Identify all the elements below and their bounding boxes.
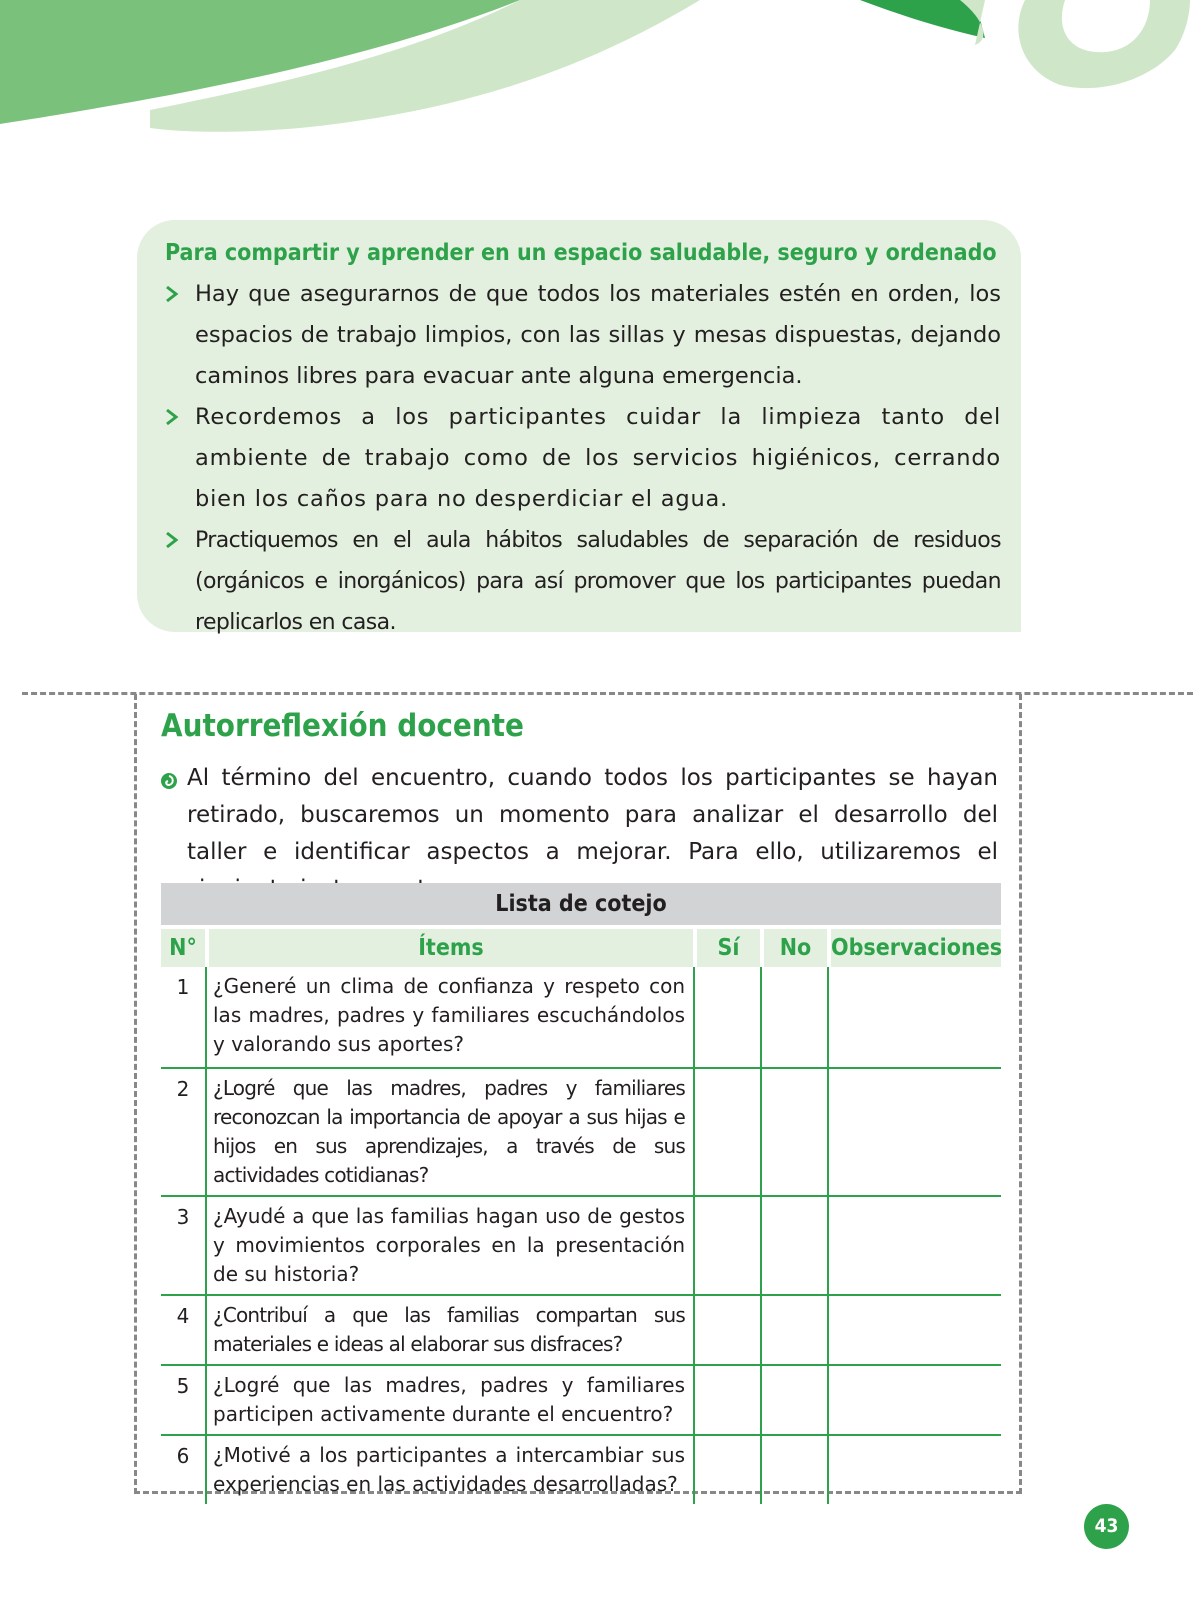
- observations-cell: [827, 1067, 1001, 1195]
- observations-cell: [827, 1294, 1001, 1364]
- observations-cell: [827, 1195, 1001, 1294]
- header-observations: Observaciones: [827, 929, 1001, 967]
- row-item: ¿Ayudé a que las familias hagan uso de gestos y movimientos corporales en la presentación de su historia?: [205, 1195, 693, 1294]
- table-row: [161, 1434, 1001, 1504]
- yes-cell: [693, 1294, 760, 1364]
- observations-cell: [827, 1364, 1001, 1434]
- page-number: 43: [1084, 1504, 1129, 1549]
- chevron-right-icon: [165, 408, 179, 426]
- intro-text: Al término del encuentro, cuando todos los participantes se hayan retirado, buscaremos un momento para analizar el desarrollo del taller e identificar aspectos a mejorar. Para ello, utilizaremos el: [187, 765, 998, 865]
- tip-item: [165, 397, 1001, 520]
- row-number: 4: [161, 1294, 205, 1364]
- header-wave-decoration: [0, 0, 1193, 140]
- tip-text: Hay que asegurarnos de que todos los materiales estén en orden, los espacios de trabajo limpios, con las sillas y mesas dispuestas, dejando caminos libres para evacuar ante alguna emergencia.: [195, 281, 1001, 389]
- yes-cell: [693, 967, 760, 1067]
- yes-cell: [693, 1067, 760, 1195]
- header-yes: Sí: [693, 929, 760, 967]
- row-item: ¿Logré que las madres, padres y familiares reconozcan la importancia de apoyar a sus hijas e hijos en sus aprendizajes, a través de sus actividades cotidianas?: [205, 1067, 693, 1195]
- no-cell: [760, 1434, 827, 1504]
- no-cell: [760, 967, 827, 1067]
- no-cell: [760, 1067, 827, 1195]
- checklist-table: [161, 929, 1001, 1504]
- tip-text: Practiquemos en el aula hábitos saludables de separación de residuos (orgánicos e inorgánicos) para así promover que los participantes puedan replicarlos en casa.: [195, 528, 1001, 635]
- header-number: N°: [161, 929, 205, 967]
- observations-cell: [827, 967, 1001, 1067]
- observations-cell: [827, 1434, 1001, 1504]
- leaf-bullet-icon: [160, 772, 178, 790]
- row-item: ¿Logré que las madres, padres y familiares participen activamente durante el encuentro?: [205, 1364, 693, 1434]
- row-number: 3: [161, 1195, 205, 1294]
- section-title: Autorreflexión docente: [161, 708, 524, 744]
- chevron-right-icon: [165, 531, 179, 549]
- no-cell: [760, 1364, 827, 1434]
- row-number: 1: [176, 975, 190, 999]
- row-number: 6: [161, 1434, 205, 1504]
- row-number: 5: [161, 1364, 205, 1434]
- table-row: [161, 967, 1001, 1067]
- table-row: [161, 1364, 1001, 1434]
- tip-text: Recordemos a los participantes cuidar la limpieza tanto del ambiente de trabajo como de los servicios higiénicos, cerrando bien los caños para no desperdiciar el agua.: [195, 404, 1001, 512]
- row-item: ¿Generé un clima de confianza y respeto con las madres, padres y familiares escuchándolos y valorando sus aportes?: [205, 967, 693, 1067]
- checklist: [161, 883, 1001, 1504]
- tips-box: [137, 220, 1021, 635]
- table-row: [161, 1195, 1001, 1294]
- tip-item: [165, 520, 1001, 643]
- row-number: 2: [161, 1067, 205, 1195]
- yes-cell: [693, 1364, 760, 1434]
- row-item: ¿Motivé a los participantes a intercambiar sus experiencias en las actividades desarrolladas?: [205, 1434, 693, 1504]
- no-cell: [760, 1195, 827, 1294]
- header-no: No: [760, 929, 827, 967]
- header-items: Ítems: [205, 929, 693, 967]
- yes-cell: [693, 1434, 760, 1504]
- tip-item: [165, 274, 1001, 397]
- yes-cell: [693, 1195, 760, 1294]
- row-item: ¿Contribuí a que las familias compartan sus materiales e ideas al elaborar sus disfraces?: [205, 1294, 693, 1364]
- table-row: [161, 1067, 1001, 1195]
- checklist-title: Lista de cotejo: [161, 883, 1001, 925]
- tips-title: Para compartir y aprender en un espacio saludable, seguro y ordenado: [165, 240, 997, 266]
- no-cell: [760, 1294, 827, 1364]
- table-row: [161, 1294, 1001, 1364]
- table-header-row: [161, 929, 1001, 967]
- chevron-right-icon: [165, 285, 179, 303]
